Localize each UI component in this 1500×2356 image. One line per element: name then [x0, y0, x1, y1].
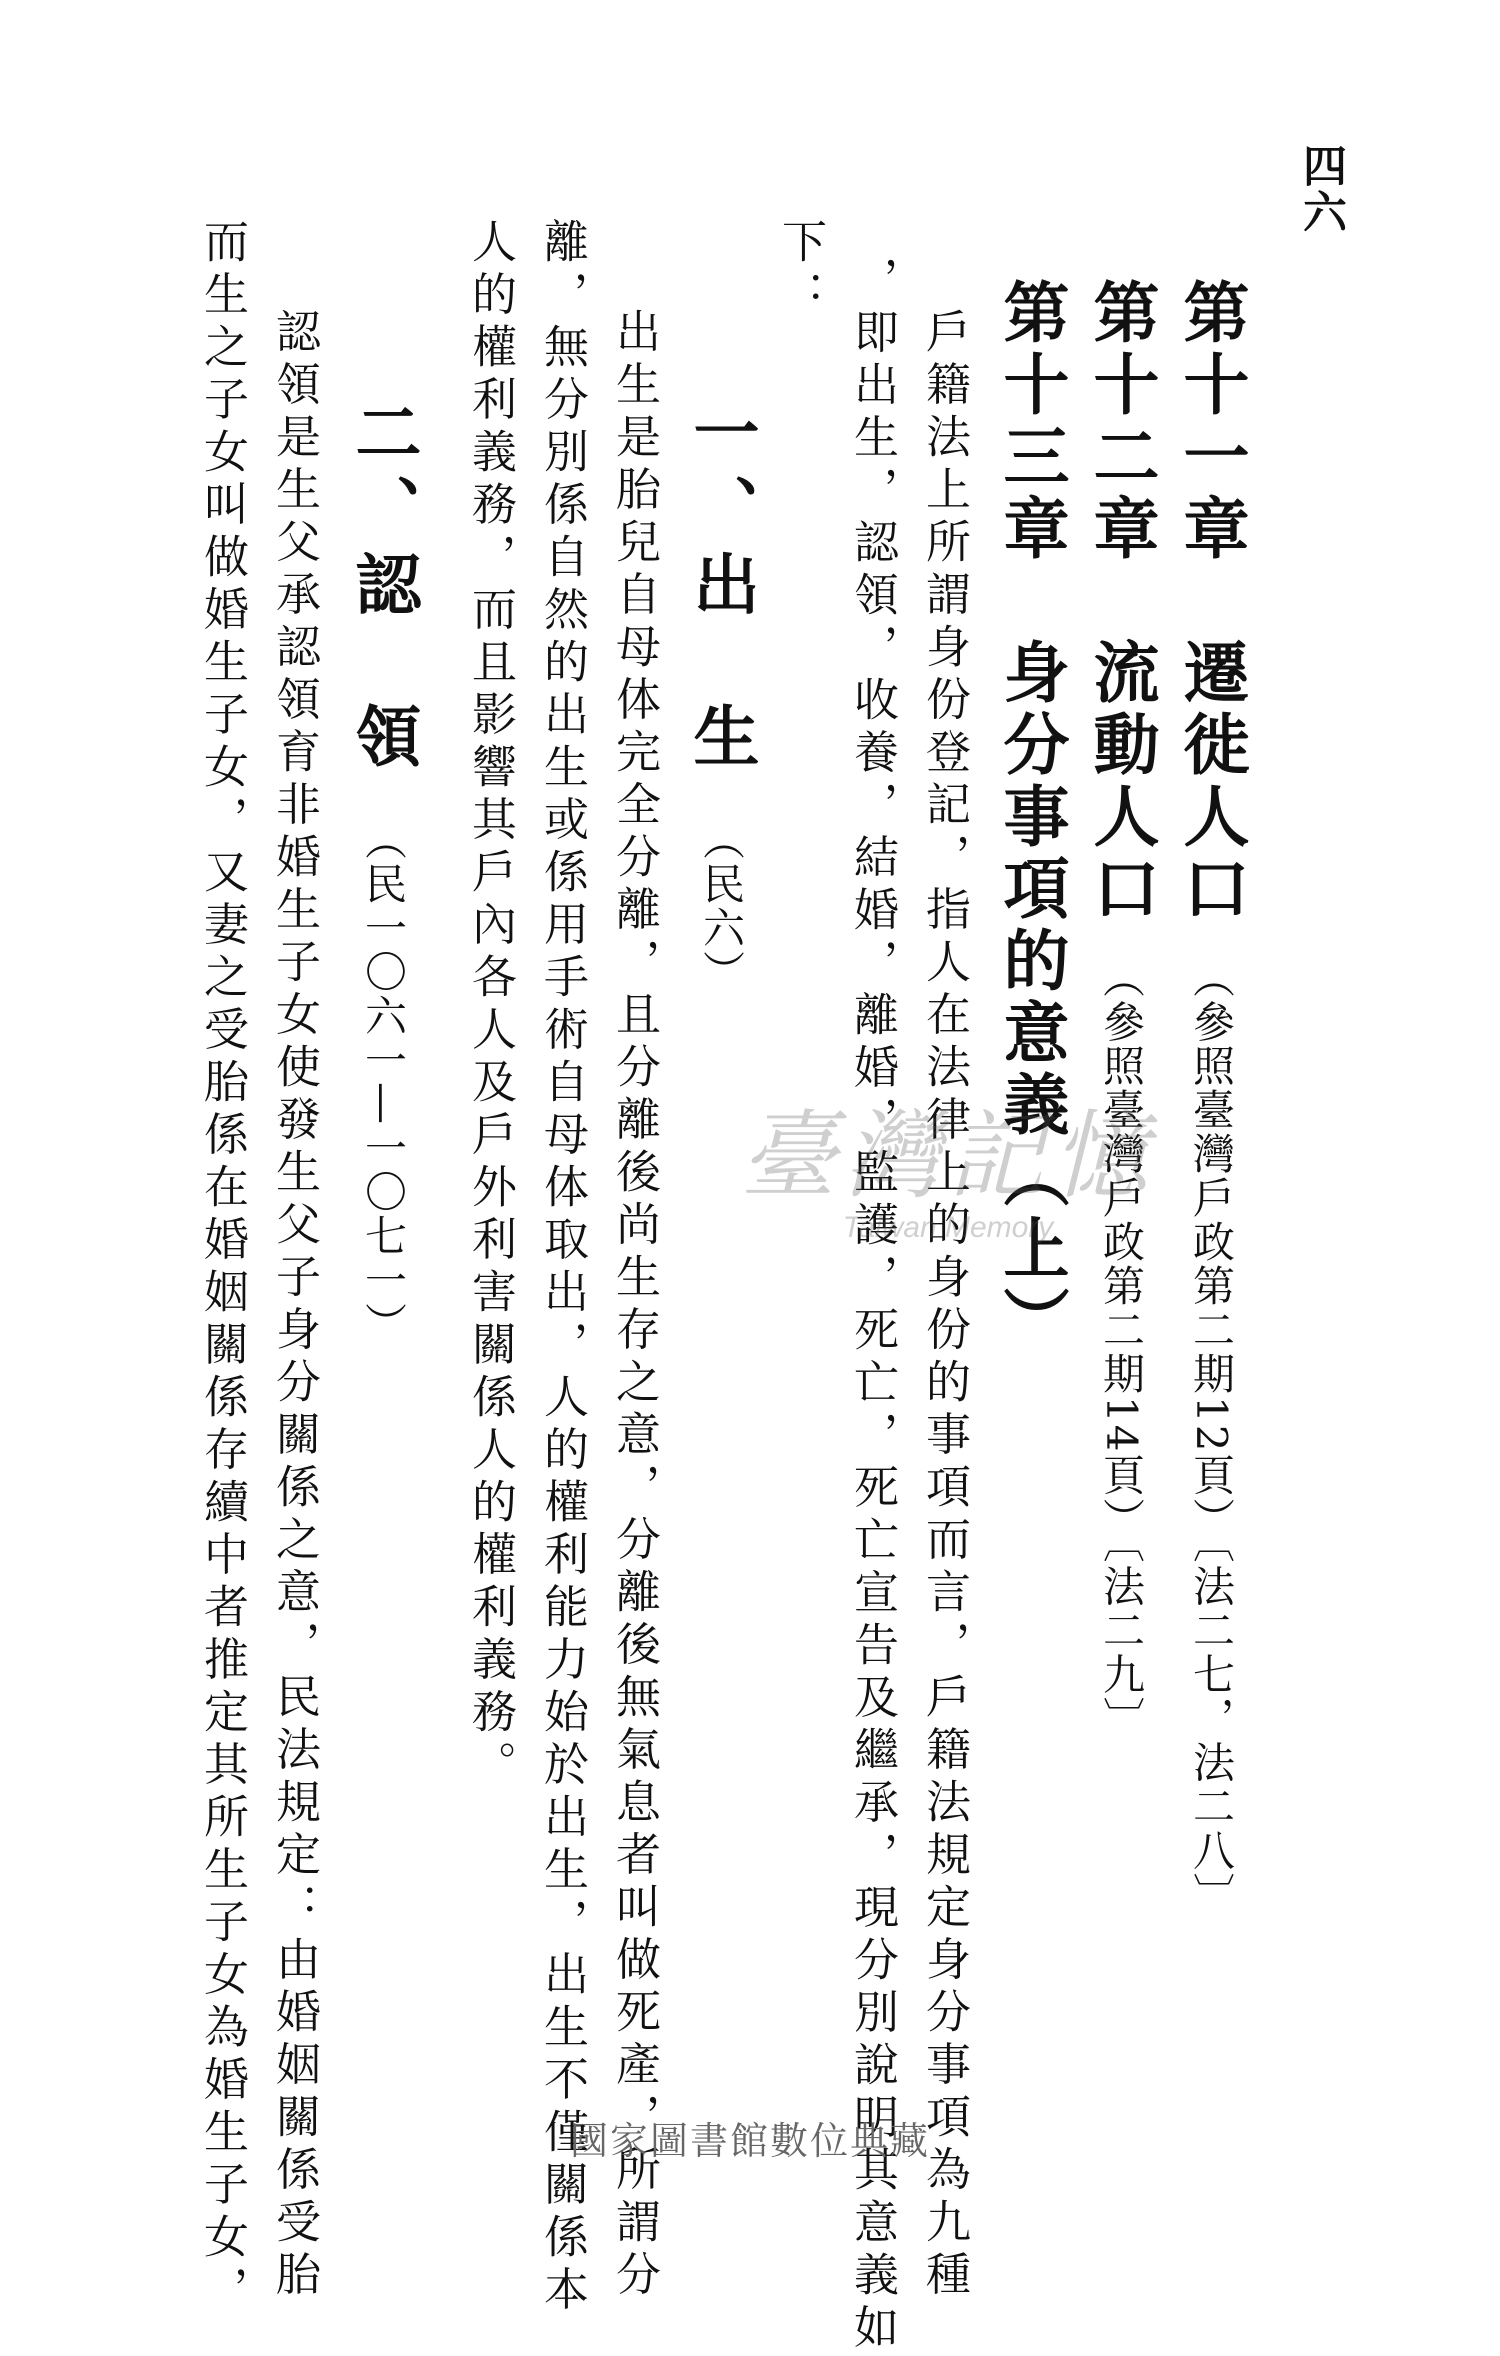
section-birth-ref: （民六） [697, 818, 746, 994]
watermark-english: Taiwan Memory [842, 1211, 1054, 1244]
section-acknowledgment-title: 二、認 領 [344, 398, 422, 778]
intro-line-3: 下： [774, 218, 827, 323]
acknowledgment-line-2: 而生之子女叫做婚生子女，又妻之受胎係在婚姻關係存續中者推定其所生子女為婚生子女， [196, 218, 249, 2318]
intro-line-2: ，即出生，認領，收養，結婚，離婚，監護，死亡，死亡宣告及繼承，現分別說明其意義如 [846, 256, 899, 2356]
chapter-11-ref: （參照臺灣戶政第二期12頁）〔法二七，法二八〕 [1187, 956, 1236, 1917]
chapter-12-title: 第十二章 流動人口 [1082, 278, 1160, 926]
intro-line-1: 戶籍法上所謂身份登記，指人在法律上的身份的事項而言，戶籍法規定身分事項為九種 [918, 308, 971, 2303]
chapter-13-heading [992, 278, 1070, 1358]
birth-line-1: 出生是胎兒自母体完全分離，且分離後尚生存之意，分離後無氣息者叫做死產，所謂分 [608, 308, 661, 2303]
footer-collection-label: 國家圖書館數位典藏 [569, 2119, 930, 2163]
section-acknowledgment-heading [344, 398, 422, 1346]
birth-line-2: 離，無分別係自然的出生或係用手術自母体取出，人的權利能力始於出生，出生不僅關係本 [536, 218, 589, 2318]
page-number: 四六 [1295, 143, 1346, 235]
birth-line-3: 人的權利義務，而且影響其戶內各人及戶外利害關係人的權利義務。 [464, 218, 517, 1793]
chapter-13-title: 第十三章 身分事項的意義（上） [992, 278, 1070, 1358]
section-birth-title: 一、出 生 [682, 398, 760, 778]
chapter-11-title: 第十一章 遷徙人口 [1172, 278, 1250, 926]
chapter-12-ref: （參照臺灣戶政第二期14頁）〔法二九〕 [1097, 956, 1146, 1741]
section-birth-heading [682, 398, 760, 994]
chapter-11-heading [1172, 278, 1250, 1917]
acknowledgment-line-1: 認領是生父承認領育非婚生子女使發生父子身分關係之意，民法規定：由婚姻關係受胎 [268, 308, 321, 2303]
watermark-chinese: 臺灣記憶 [740, 1100, 1156, 1212]
chapter-12-heading [1082, 278, 1160, 1741]
section-acknowledgment-ref: （民一〇六一—一〇七一） [359, 818, 408, 1346]
